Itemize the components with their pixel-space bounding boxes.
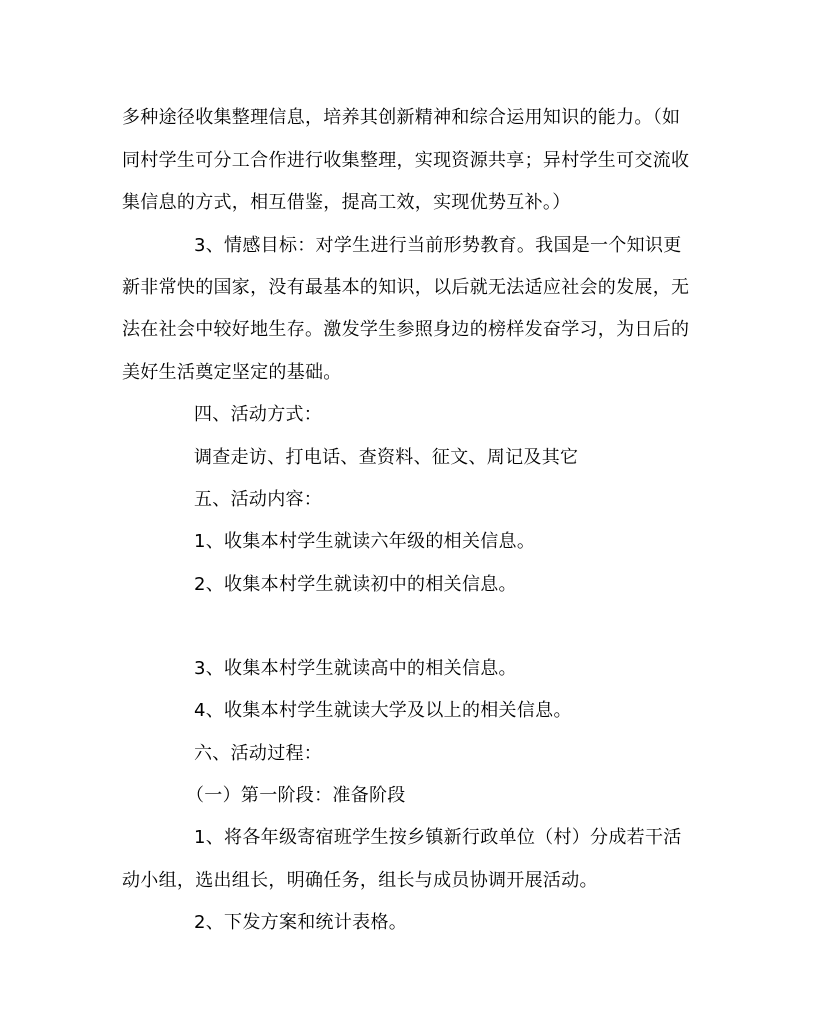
section-heading-activity-methods: 四、活动方式： <box>194 404 323 425</box>
paragraph-line: 1、将各年级寄宿班学生按乡镇新行政单位（村）分成若干活 <box>194 827 682 848</box>
list-item: 3、收集本村学生就读高中的相关信息。 <box>194 658 517 679</box>
paragraph-line: 集信息的方式，相互借鉴，提高工效，实现优势互补。） <box>122 192 571 213</box>
paragraph-line: 新非常快的国家，没有最基本的知识，以后就无法适应社会的发展，无 <box>122 277 690 298</box>
paragraph-line: 法在社会中较好地生存。激发学生参照身边的榜样发奋学习，为日后的 <box>122 319 690 340</box>
paragraph-line: 3、情感目标：对学生进行当前形势教育。我国是一个知识更 <box>194 235 682 256</box>
activity-methods-text: 调查走访、打电话、查资料、征文、周记及其它 <box>194 447 579 468</box>
paragraph-line: 同村学生可分工合作进行收集整理，实现资源共享；异村学生可交流收 <box>122 150 690 171</box>
section-heading-activity-content: 五、活动内容： <box>194 489 323 510</box>
list-item: 4、收集本村学生就读大学及以上的相关信息。 <box>194 700 572 721</box>
section-heading-activity-process: 六、活动过程： <box>194 743 323 764</box>
paragraph-line: 美好生活奠定坚定的基础。 <box>122 362 342 383</box>
paragraph-line: 多种途径收集整理信息，培养其创新精神和综合运用知识的能力。（如 <box>122 107 681 128</box>
paragraph-line: 动小组，选出组长，明确任务，组长与成员协调开展活动。 <box>122 870 598 891</box>
stage-heading: （一）第一阶段：准备阶段 <box>186 785 406 806</box>
list-item: 2、下发方案和统计表格。 <box>194 912 408 933</box>
list-item: 2、收集本村学生就读初中的相关信息。 <box>194 574 517 595</box>
list-item: 1、收集本村学生就读六年级的相关信息。 <box>194 531 536 552</box>
